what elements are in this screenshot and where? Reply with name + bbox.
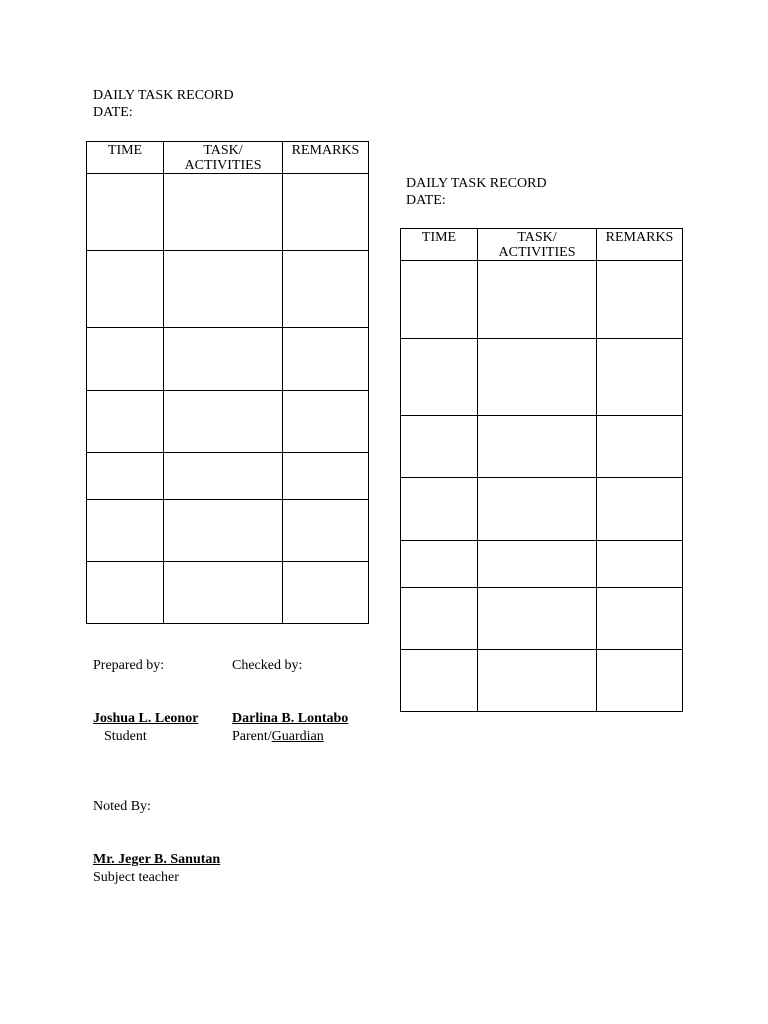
right-record-date-label: DATE: xyxy=(406,193,446,208)
table-row xyxy=(87,391,369,453)
table-row xyxy=(87,562,369,624)
remarks-cell[interactable] xyxy=(597,588,683,650)
time-cell[interactable] xyxy=(87,251,164,328)
table-row xyxy=(401,416,683,478)
remarks-cell[interactable] xyxy=(283,562,369,624)
table-header-row xyxy=(87,142,369,174)
task-cell[interactable] xyxy=(478,650,597,712)
parent-role-prefix: Parent/ xyxy=(232,729,272,744)
task-cell[interactable] xyxy=(164,391,283,453)
task-cell[interactable] xyxy=(478,588,597,650)
remarks-cell[interactable] xyxy=(283,251,369,328)
table-row xyxy=(87,328,369,391)
task-cell[interactable] xyxy=(478,416,597,478)
prepared-by-label: Prepared by: xyxy=(93,658,165,673)
time-cell[interactable] xyxy=(401,588,478,650)
time-cell[interactable] xyxy=(87,562,164,624)
table-row xyxy=(401,588,683,650)
checked-by-label: Checked by: xyxy=(232,658,303,673)
table-row xyxy=(401,339,683,416)
table-row xyxy=(401,650,683,712)
time-cell[interactable] xyxy=(401,650,478,712)
task-activities-header: TASK/ ACTIVITIES xyxy=(164,142,283,174)
time-cell[interactable] xyxy=(87,453,164,500)
time-cell[interactable] xyxy=(401,541,478,588)
time-cell[interactable] xyxy=(401,416,478,478)
time-cell[interactable] xyxy=(401,261,478,339)
time-cell[interactable] xyxy=(401,339,478,416)
time-cell[interactable] xyxy=(87,500,164,562)
parent-role xyxy=(232,728,324,745)
task-cell[interactable] xyxy=(164,500,283,562)
student-role: Student xyxy=(104,729,147,744)
task-cell[interactable] xyxy=(164,562,283,624)
task-cell[interactable] xyxy=(164,453,283,500)
remarks-cell[interactable] xyxy=(283,174,369,251)
remarks-cell[interactable] xyxy=(597,541,683,588)
task-cell[interactable] xyxy=(478,478,597,541)
parent-role-suffix: Guardian xyxy=(271,729,324,744)
right-record-title: DAILY TASK RECORD xyxy=(406,176,547,191)
table-row xyxy=(87,174,369,251)
remarks-cell[interactable] xyxy=(283,500,369,562)
remarks-cell[interactable] xyxy=(597,416,683,478)
table-row xyxy=(401,478,683,541)
remarks-cell[interactable] xyxy=(597,650,683,712)
remarks-cell[interactable] xyxy=(597,478,683,541)
task-cell[interactable] xyxy=(164,251,283,328)
table-row xyxy=(401,541,683,588)
left-record-title: DAILY TASK RECORD xyxy=(93,88,234,103)
table-row xyxy=(87,453,369,500)
task-cell[interactable] xyxy=(478,541,597,588)
remarks-cell[interactable] xyxy=(597,339,683,416)
table-row xyxy=(87,500,369,562)
remarks-header: REMARKS xyxy=(283,142,369,174)
left-record-date-label: DATE: xyxy=(93,105,133,120)
remarks-cell[interactable] xyxy=(283,391,369,453)
remarks-cell[interactable] xyxy=(597,261,683,339)
left-task-table xyxy=(86,141,369,624)
time-cell[interactable] xyxy=(87,391,164,453)
task-cell[interactable] xyxy=(164,328,283,391)
time-header: TIME xyxy=(401,229,478,261)
table-row xyxy=(87,251,369,328)
right-task-table xyxy=(400,228,683,712)
time-header: TIME xyxy=(87,142,164,174)
parent-name: Darlina B. Lontabo xyxy=(232,711,349,726)
time-cell[interactable] xyxy=(87,328,164,391)
task-cell[interactable] xyxy=(164,174,283,251)
table-row xyxy=(401,261,683,339)
time-cell[interactable] xyxy=(401,478,478,541)
task-cell[interactable] xyxy=(478,261,597,339)
noted-by-label: Noted By: xyxy=(93,799,151,814)
task-cell[interactable] xyxy=(478,339,597,416)
student-name: Joshua L. Leonor xyxy=(93,711,199,726)
task-activities-header: TASK/ ACTIVITIES xyxy=(478,229,597,261)
time-cell[interactable] xyxy=(87,174,164,251)
teacher-role: Subject teacher xyxy=(93,870,179,885)
remarks-cell[interactable] xyxy=(283,453,369,500)
table-header-row xyxy=(401,229,683,261)
remarks-cell[interactable] xyxy=(283,328,369,391)
remarks-header: REMARKS xyxy=(597,229,683,261)
teacher-name: Mr. Jeger B. Sanutan xyxy=(93,852,221,867)
